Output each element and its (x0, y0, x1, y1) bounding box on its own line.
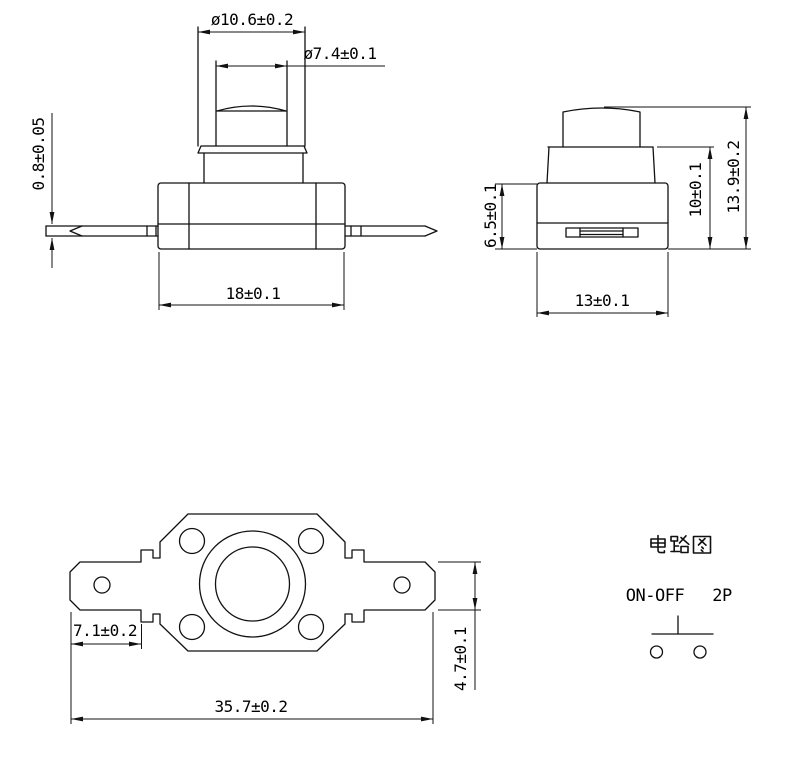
dim-side-collar-height: 10±0.1 (686, 162, 705, 218)
front-left-terminal (46, 226, 158, 236)
dim-side-body-height: 6.5±0.1 (481, 184, 500, 248)
side-cap (563, 108, 640, 147)
corner-hole-top-left (180, 529, 205, 554)
dim-knob-inner: ø7.4±0.1 (303, 44, 377, 63)
poles-label: 2P (712, 586, 732, 606)
corner-hole-bottom-right (299, 615, 324, 640)
bottom-inner-circle (216, 547, 290, 621)
cjk-char-dian (651, 536, 665, 553)
left-tab-hole (94, 577, 110, 593)
cjk-char-lu (671, 536, 689, 553)
corner-hole-bottom-left (180, 615, 205, 640)
plunger-dome (217, 106, 286, 111)
pushbutton-symbol (651, 616, 714, 658)
dim-knob-outer: ø10.6±0.2 (210, 10, 294, 29)
side-view (537, 108, 668, 249)
dim-terminal-thickness: 0.8±0.05 (29, 117, 48, 191)
front-view (46, 27, 437, 249)
symbol-terminal-right (694, 646, 706, 658)
terminal-tip (425, 226, 437, 236)
dim-side-body-width: 13±0.1 (574, 291, 630, 310)
front-view-dimensions (29, 10, 385, 310)
side-view-dimensions (481, 107, 751, 317)
front-right-terminal (345, 226, 437, 236)
side-collar-right (653, 147, 655, 183)
corner-hole-top-right (299, 529, 324, 554)
symbol-terminal-left (651, 646, 663, 658)
front-body-outline (158, 183, 345, 249)
terminal-crimp-mark (70, 226, 82, 236)
circuit-section (626, 536, 732, 659)
side-body-outline (537, 183, 668, 249)
dim-front-body-width: 18±0.1 (225, 284, 281, 303)
dim-overall-length: 35.7±0.2 (214, 697, 288, 716)
bottom-view-dimensions (71, 562, 481, 724)
dim-side-total-height: 13.9±0.2 (724, 140, 743, 214)
cjk-char-tu (694, 537, 711, 554)
dim-tab-width: 4.7±0.1 (451, 627, 470, 691)
switch-type-label: ON-OFF (625, 586, 685, 606)
circuit-heading (651, 536, 711, 554)
side-terminal-slot (566, 228, 638, 237)
side-collar-left (547, 147, 549, 183)
dim-tab-length: 7.1±0.2 (73, 621, 137, 640)
flange (198, 146, 307, 153)
right-tab-hole (394, 577, 410, 593)
